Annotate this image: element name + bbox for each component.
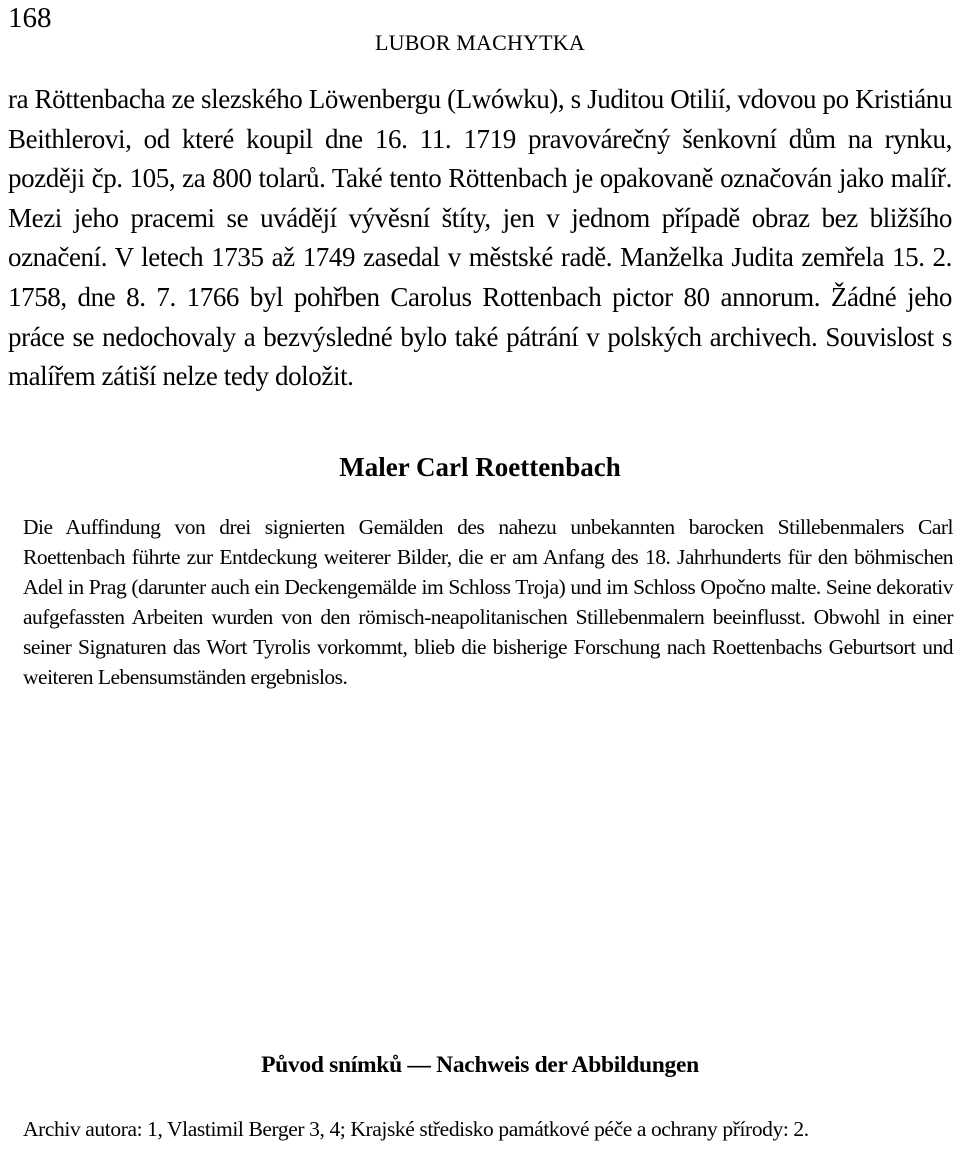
sources-heading: Původ snímků — Nachweis der Abbildungen — [261, 1052, 699, 1078]
running-head: LUBOR MACHYTKA — [375, 30, 585, 55]
summary-title: Maler Carl Roettenbach — [339, 452, 621, 482]
german-summary-paragraph: Die Auffindung von drei signierten Gemälden des nahezu unbekannten barocken Stillebenmalers Carl Roettenbach führte zur Entdeckung weiterer Bilder, die er am Anfang des 18. Jahrhunderts für den böhmischen Adel in Prag (darunter auch ein Deckengemälde im Schloss Troja) und im Schloss Opočno malte. Seine dekorativ aufgefassten Arbeiten wurden von den römisch-neapolitanischen Stillebenmalern beeinflusst. Obwohl in einer seiner Signaturen das Wort Tyrolis vorkommt, blieb die bisherige Forschung nach Roettenbachs Geburtsort und weiteren Lebensumständen ergebnislos. — [23, 515, 953, 689]
page-number: 168 — [8, 2, 52, 34]
czech-paragraph: ra Röttenbacha ze slezského Löwenbergu (Lwówku), s Juditou Otilií, vdovou po Kristiánu Beithlerovi, od které koupil dne 16. 11. 1719 pravovárečný šenkovní dům na rynku, později čp. 105, za 800 tolarů. Také tento Röttenbach je opakovaně označován jako malíř. Mezi jeho pracemi se uvádějí vývěsní štíty, jen v jednom případě obraz bez bližšího označení. V letech 1735 až 1749 zasedal v městské radě. Manželka Judita zemřela 15. 2. 1758, dne 8. 7. 1766 byl pohřben Carolus Rottenbach pictor 80 annorum. Žádné jeho práce se nedochovaly a bezvýsledné bylo také pátrání v polských archivech. Souvislost s malířem zátiší nelze tedy doložit. — [8, 84, 952, 392]
sources-text: Archiv autora: 1, Vlastimil Berger 3, 4; Krajské středisko památkové péče a ochrany přírody: 2. — [23, 1117, 809, 1141]
